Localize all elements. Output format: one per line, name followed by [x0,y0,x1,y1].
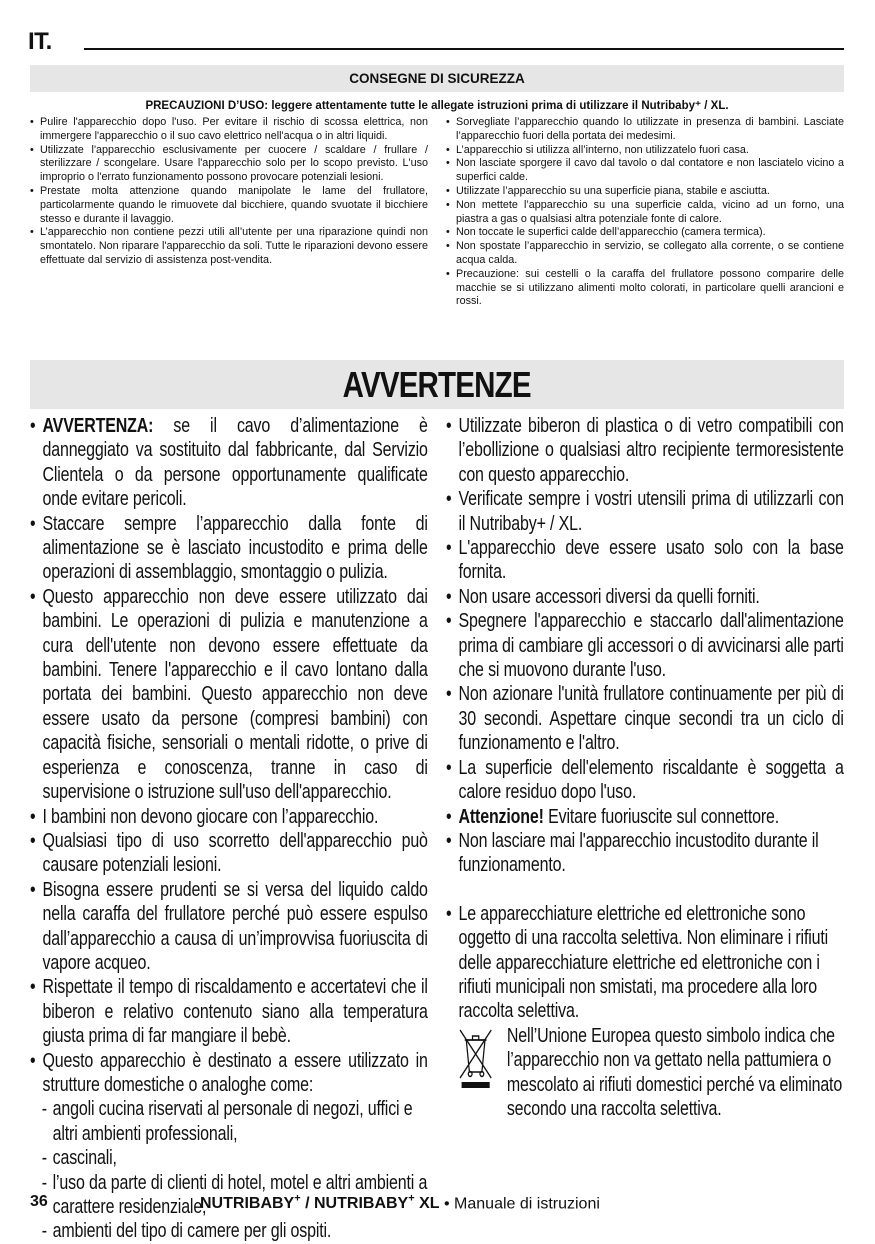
warning-item: • Non usare accessori diversi da quelli forniti. [446,585,844,609]
safety-item: • Sorvegliate l’apparecchio quando lo utilizzate in presenza di bambini. Lasciate l’apparecchio fuori della portata dei medesimi. [446,116,844,144]
safety-item: • Non lasciate sporgere il cavo dal tavolo o dal contatore e non lasciatelo vicino a superfici calde. [446,157,844,185]
safety-item: • Utilizzate l'apparecchio esclusivamente per cuocere / scaldare / frullare / sterilizzare / scongelare. Usare l'apparecchio solo per lo scopo previsto. L'uso improprio o l'errato funzionamento possono provocare potenziali lesioni. [30,144,428,185]
warning-subitem: - l’uso da parte di clienti di hotel, motel e altri ambienti a carattere residenziale, [30,1171,428,1220]
warning-item: • Staccare sempre l’apparecchio dalla fonte di alimentazione se è lasciato incustodito e prima delle operazioni di assemblaggio, smontaggio o pulizia. [30,512,428,585]
page-number: 36 [30,1193,48,1210]
safety-item: • L’apparecchio non contiene pezzi utili all’utente per una riparazione quindi non smontatelo. Non riparare l'apparecchio da soli. Tutte le riparazioni devono essere effettuate dal servizio di assistenza post-vendita. [30,226,428,267]
footer-title [200,1193,600,1213]
warnings-heading: AVVERTENZE [342,364,532,405]
warning-subitem: - cascinali, [30,1146,428,1170]
plus-mark: + [408,1193,415,1205]
warning-item: • Verificate sempre i vostri utensili prima di utilizzarli con il Nutribaby+ / XL. [446,487,844,536]
warning-item: • Non azionare l'unità frullatore continuamente per più di 30 secondi. Aspettare cinque secondi tra un ciclo di funzionamento e l'altro. [446,682,844,755]
product-name: NUTRIBABY [314,1195,409,1213]
warning-text: Evitare fuoriuscite sul connettore. [543,804,780,828]
safety-item: • Pulire l'apparecchio dopo l'uso. Per evitare il rischio di scossa elettrica, non immergere l'apparecchio o il suo cavo elettrico nell'acqua o in altri liquidi. [30,116,428,144]
header-rule [84,48,844,50]
warning-item: • Rispettate il tempo di riscaldamento e accertatevi che il biberon e relativo contenuto siano alla temperatura giusta prima di far mangiare il bebè. [30,975,428,1048]
safety-item: • Utilizzate l’apparecchio su una superficie piana, stabile e asciutta. [446,185,844,199]
bullet: • [439,1195,455,1213]
warning-item: • La superficie dell'elemento riscaldante è soggetta a calore residuo dopo l'uso. [446,756,844,805]
warning-item: • Qualsiasi tipo di uso scorretto dell'apparecchio può causare potenziali lesioni. [30,829,428,878]
weee-notice [446,1024,844,1122]
warnings-right-column [446,414,844,1121]
warnings-heading-band [30,360,844,409]
warning-item: • Questo apparecchio non deve essere utilizzato dai bambini. Le operazioni di pulizia e manutenzione a cura dell'utente non devono essere effettuate da bambini. Tenere l'apparecchio e il cavo lontano dalla portata dei bambini. Questo apparecchio non deve essere usato da persone (compresi bambini) con capacità fisiche, sensoriali o mentali ridotte, o prive di esperienza e conoscenza, tranne in caso di supervisione o istruzione sull'uso dell'apparecchio. [30,585,428,805]
warning-item: • Questo apparecchio è destinato a essere utilizzato in strutture domestiche o analoghe come: [30,1049,428,1098]
safety-item: • Prestate molta attenzione quando manipolate le lame del frullatore, particolarmente quando le rimuovete dal bicchiere, quando svuotate il bicchiere stesso e durante il lavaggio. [30,185,428,226]
warning-text: se il cavo d’alimentazione è danneggiato va sostituito dal fabbricante, dal Servizio Clientela o da persone opportunamente qualificate onde evitare pericoli. [42,414,428,511]
warning-item: • L'apparecchio deve essere usato solo con la base fornita. [446,536,844,585]
product-name: NUTRIBABY [200,1195,295,1213]
xl-label: XL [414,1195,440,1213]
separator: / [300,1195,314,1213]
warning-item: • I bambini non devono giocare con l’apparecchio. [30,805,428,829]
safety-item: • Non toccate le superfici calde dell’apparecchio (camera termica). [446,226,844,240]
warning-item: • Le apparecchiature elettriche ed elettroniche sono oggetto di una raccolta selettiva. Non eliminare i rifiuti delle apparecchiature elettriche ed elettroniche con i rifiuti municipali non smistati, ma procedere alla loro raccolta selettiva. [446,902,844,1024]
warnings-left-column [30,414,428,1244]
warning-label: AVVERTENZA: [42,414,154,437]
precautions-intro: PRECAUZIONI D’USO: leggere attentamente tutte le allegate istruzioni prima di utilizzare il Nutribaby⁺ / XL. [145,100,729,112]
language-code: IT. [28,28,52,55]
safety-item: • Non spostate l’apparecchio in servizio, se collegato alla corrente, o se contiene acqua calda. [446,240,844,268]
warning-item [30,414,428,512]
safety-item: • Non mettete l’apparecchio su una superficie calda, vicino ad un forno, una piastra a gas o qualsiasi altra potenziale fonte di calore. [446,199,844,227]
warning-item [446,805,844,829]
warning-item: • Spegnere l'apparecchio e staccarlo dall'alimentazione prima di cambiare gli accessori o di avvicinarsi alle parti che si muovono durante l'uso. [446,609,844,682]
attention-label: Attenzione! [458,804,544,828]
plus-mark: + [294,1193,301,1205]
safety-left-column [30,116,428,268]
crossed-out-wheelie-bin-icon [458,1028,492,1090]
safety-item: • Precauzione: sui cestelli o la caraffa del frullatore possono comparire delle macchie se si utilizzano alimenti molto colorati, in particolare quelli arancioni e rossi. [446,268,844,309]
warning-item: • Non lasciare mai l'apparecchio incustodito durante il funzionamento. [446,829,844,878]
spacer [446,878,844,902]
safety-right-column [446,116,844,309]
safety-heading: CONSEGNE DI SICUREZZA [30,65,844,92]
warning-subitem: - ambienti del tipo di camere per gli ospiti. [30,1219,428,1243]
warning-subitem: - angoli cucina riservati al personale di negozi, uffici e altri ambienti professionali, [30,1097,428,1146]
safety-item: • L’apparecchio si utilizza all’interno, non utilizzatelo fuori casa. [446,144,844,158]
warning-item: • Bisogna essere prudenti se si versa del liquido caldo nella caraffa del frullatore perché può essere espulso dall’apparecchio a causa di un’improvvisa fuoriuscita di vapore acqueo. [30,878,428,976]
weee-text: Nell’Unione Europea questo simbolo indica che l’apparecchio non va gettato nella pattumiera o mescolato ai rifiuti domestici perché va eliminato secondo una raccolta selettiva. [506,1023,843,1120]
manual-label: Manuale di istruzioni [454,1195,600,1213]
warning-item: • Utilizzate biberon di plastica o di vetro compatibili con l’ebollizione o qualsiasi altro recipiente termoresistente con questo apparecchio. [446,414,844,487]
